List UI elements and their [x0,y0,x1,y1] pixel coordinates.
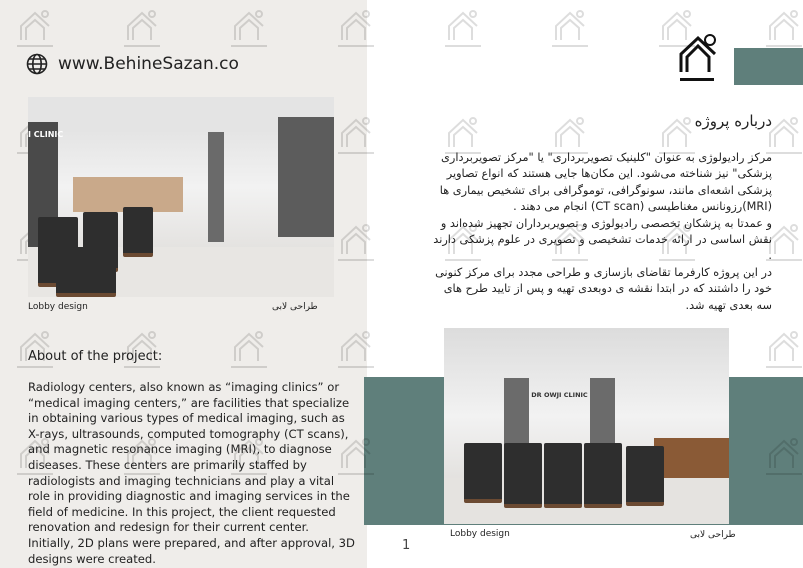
website-link[interactable] [26,53,239,75]
behine-sazan-logo [676,32,726,87]
photo-caption-en: Lobby design [28,302,88,312]
clinic-sign: DR OWJI CLINIC [531,391,588,399]
photo-caption-fa: طراحی لابی [272,302,318,312]
photo-caption-en: Lobby design [450,529,510,539]
persian-body: مرکز رادیولوژی به عنوان "کلینیک تصویربرداری" یا "مرکز تصویربرداری پزشکی" نیز شناخته می‌شود. این مکان‌ها جایی هستند که انواع تصاویر پزشکی اشعه‌ای مانند، سونوگرافی، توموگرافی برای تشخیص بیماری ها (MRI)رزونانس مغناطیسی (CT scan) انجام می دهند . و عمدتا به پزشکان تخصصی رادیولوژی و تصویربرداران تجهیز شده‌اند و نقش اساسی در ارائه خدمات تشخیصی و تصویری در علوم پزشکی دارند . در این پروژه کارفرما تقاضای بازسازی و طراحی مجدد برای مرکز کنونی خود را داشتند که در ابتدا نقشه ی دوبعدی تهیه و پس از تایید طرح های سه بعدی تهیه شد. [433,151,772,312]
watermark-logo-icon [443,8,483,52]
lobby-photo-right [444,328,729,524]
lobby-photo-left [28,97,334,297]
watermark-logo-icon [764,8,803,52]
clinic-sign: I CLINIC [28,130,64,139]
watermark-logo-icon [550,8,590,52]
english-body: Radiology centers, also known as “imaging clinics” or “medical imaging centers,” are facilities that specialize in obtaining various types of medical imaging, such as X-rays, ultrasounds, computed tomography (CT scans), and magnetic resonance imaging (MRI), to diagnose diseases. These centers are primarily staffed by radiologists and imaging technicians and play a vital role in providing diagnostic and imaging services in the field of medicine. In this project, the client requested renovation and redesign for their current center. Initially, 2D plans were prepared, and after approval, 3D designs were created. [28,380,355,566]
english-heading: About of the project: [28,349,163,364]
persian-heading: درباره پروژه [694,112,772,130]
page-number: 1 [402,538,411,553]
accent-block [734,48,803,85]
photo-caption-fa: طراحی لابی [690,530,736,540]
watermark-logo-icon [764,329,803,373]
website-text: www.BehineSazan.co [58,54,239,74]
globe-icon [26,53,48,75]
